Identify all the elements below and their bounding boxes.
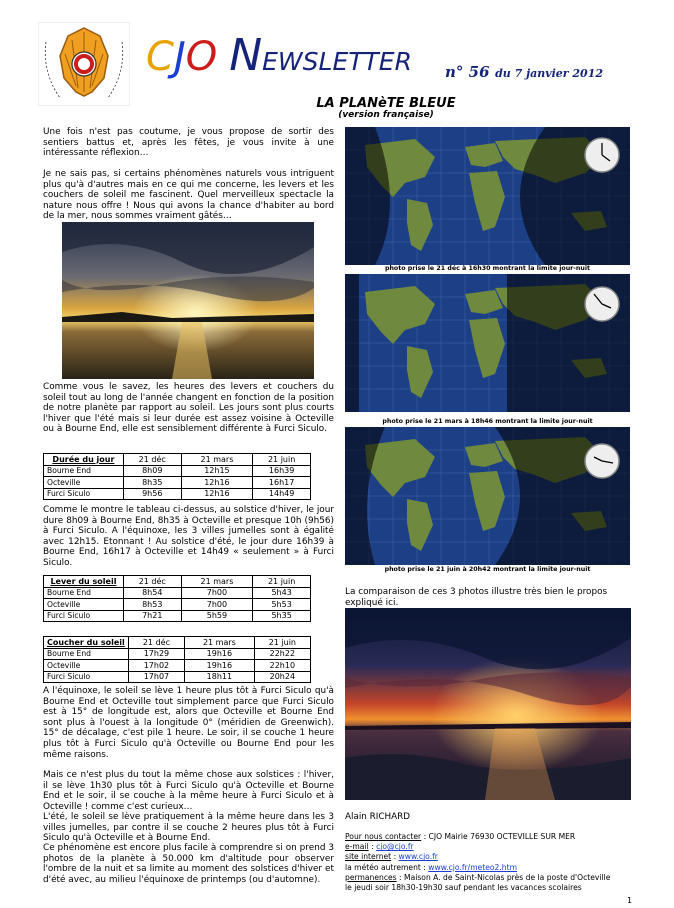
table-title: Coucher du soleil [44, 637, 129, 649]
city-name: Octeville [44, 599, 124, 611]
table-cell: 8h09 [123, 465, 181, 477]
table-cell: 12h16 [181, 477, 253, 489]
table-cell: 19h16 [185, 660, 255, 672]
contact-line [345, 832, 645, 842]
table-cell: 9h56 [123, 488, 181, 500]
city-name: Bourne End [44, 587, 124, 599]
table-cell: 20h24 [254, 671, 310, 683]
contact-address: : CJO Mairie 76930 OCTEVILLE SUR MER [421, 832, 576, 841]
col-header: 21 juin [253, 454, 311, 466]
paragraph-summer: L'été, le soleil se lève pratiquement à la même heure dans les 3 villes jumelles, par contre il se couche 2 heures plus tôt à Furci Siculo qu'à Octeville et à Bourne End. [43, 812, 334, 844]
title-letter-c: C [146, 34, 174, 80]
issue-number: n° 56 [445, 63, 490, 81]
paragraph-intro: Une fois n'est pas coutume, je vous propose de sortir des sentiers battus et, après les fêtes, je vous invite à une intéressante réflexion… [43, 127, 334, 159]
meteo-link[interactable]: www.cjo.fr/meteo2.htm [428, 862, 517, 872]
table-sunrise [43, 575, 311, 622]
table-cell: 12h15 [181, 465, 253, 477]
perm-hours: le jeudi soir 18h30-19h30 sauf pendant les vacances scolaires [345, 883, 582, 893]
perm-line [345, 873, 645, 883]
city-name: Furci Siculo [44, 488, 124, 500]
sunset-photo-1 [62, 222, 314, 379]
table-cell: 8h35 [123, 477, 181, 489]
title-rest: EWSLETTER [262, 47, 412, 76]
table-row [44, 610, 311, 622]
city-name: Furci Siculo [44, 610, 124, 622]
table-cell: 8h54 [123, 587, 181, 599]
cjo-logo [38, 22, 130, 106]
map-caption-december: photo prise le 21 déc à 16h30 montrant la limite jour-nuit [384, 265, 591, 272]
paragraph-photos: Ce phénomène est encore plus facile à comprendre si on prend 3 photos de la planète à 50.000 km d'altitude pour observer l'ombre de la nuit et sa limite au moment des solstices d'hiver et d'été avec, au milieu l'équinoxe de printemps (ou d'automne). [43, 843, 334, 885]
table-title: Durée du jour [44, 454, 124, 466]
world-map-june [345, 427, 630, 565]
title-letter-j: J [173, 34, 186, 80]
sunset-photo-2 [345, 608, 631, 800]
table-cell: 5h53 [253, 599, 311, 611]
col-header: 21 juin [254, 637, 310, 649]
table-cell: 5h43 [253, 587, 311, 599]
table-row [44, 671, 311, 683]
email-link[interactable]: cjo@cjo.fr [376, 842, 414, 852]
city-name: Furci Siculo [44, 671, 129, 683]
table-row [44, 465, 311, 477]
table-cell: 14h49 [253, 488, 311, 500]
issue-line [445, 62, 603, 81]
paragraph-fascination: Je ne sais pas, si certains phénomènes naturels vous intriguent plus qu'à d'autres mais en ce qui me concerne, les levers et les couchers de soleil me fascinent. Quel merveilleux spectacle la nature nous offre ! Nous qui avons la chance d'habiter au bord de la mer, nous sommes vraiment gâtés… [43, 169, 334, 222]
table-cell: 22h10 [254, 660, 310, 672]
city-name: Octeville [44, 660, 129, 672]
table-cell: 17h07 [128, 671, 184, 683]
world-map-december [345, 127, 630, 265]
table-header-row [44, 576, 311, 588]
col-header: 21 mars [181, 576, 253, 588]
email-line: e-mail : cjo@cjo.fr [345, 842, 414, 852]
table-cell: 5h35 [253, 610, 311, 622]
contact-block [345, 832, 645, 893]
meteo-line [345, 863, 645, 873]
paragraph-seasons: Comme vous le savez, les heures des levers et couchers du soleil tout au long de l'année changent en fonction de la position de notre planète par rapport au soleil. Les jours sont plus courts l'hiver que l'été mais si leur durée est assez voisine à Octeville ou à Bourne End, elle est sensiblement différente à Furci Siculo. [43, 382, 334, 435]
col-header: 21 mars [181, 454, 253, 466]
table-row [44, 587, 311, 599]
col-header: 21 juin [253, 576, 311, 588]
table-row [44, 477, 311, 489]
site-link[interactable]: www.cjo.fr [398, 852, 438, 862]
table-cell: 16h17 [253, 477, 311, 489]
email-label: e-mail [345, 842, 369, 852]
contact-label: Pour nous contacter [345, 832, 422, 841]
table-row [44, 648, 311, 660]
table-title: Lever du soleil [44, 576, 124, 588]
table-header-row [44, 637, 311, 649]
table-cell: 18h11 [185, 671, 255, 683]
perm-place: : Maison A. de Saint-Nicolas près de la poste d'Octeville [396, 872, 611, 882]
meteo-label: la météo autrement : [345, 862, 429, 872]
table-row [44, 599, 311, 611]
table-cell: 17h29 [128, 648, 184, 660]
city-name: Bourne End [44, 465, 124, 477]
table-day-length [43, 453, 311, 500]
table-cell: 7h00 [181, 587, 253, 599]
table-cell: 8h53 [123, 599, 181, 611]
paragraph-table-explain: Comme le montre le tableau ci-dessus, au solstice d'hiver, le jour dure 8h09 à Bourne End, 8h35 à Octeville et presque 10h (9h56) à Furci Siculo. A l'équinoxe, les 3 villes jumelles sont à égalité avec 12h15. Etonnant ! Au solstice d'été, le jour dure 16h39 à Bourne End, 16h17 à Octeville et 14h49 « seulement » à Furci Siculo. [43, 505, 334, 568]
col-header: 21 déc [128, 637, 184, 649]
title-letter-o: O [185, 34, 218, 80]
table-cell: 7h21 [123, 610, 181, 622]
table-cell: 22h22 [254, 648, 310, 660]
table-row [44, 488, 311, 500]
table-cell: 19h16 [185, 648, 255, 660]
table-cell: 16h39 [253, 465, 311, 477]
table-cell: 7h00 [181, 599, 253, 611]
map-caption-june: photo prise le 21 juin à 20h42 montrant la limite jour-nuit [384, 566, 591, 573]
paragraph-equinox: A l'équinoxe, le soleil se lève 1 heure plus tôt à Furci Siculo qu'à Bourne End et Octeville tout simplement parce que Furci Siculo est à 15° de longitude est, alors que Octeville et Bourne End sont plus à l'ouest à la longitude 0° (méridien de Greenwich). 15° de décalage, c'est pile 1 heure. Le soir, il se couche 1 heure plus tôt à Furci Siculo qu'à Octeville ou Bourne End pour les même raisons. [43, 686, 334, 760]
city-name: Octeville [44, 477, 124, 489]
issue-date: du 7 janvier 2012 [495, 67, 604, 80]
paragraph-comparison: La comparaison de ces 3 photos illustre très bien le propos expliqué ici. [345, 587, 608, 608]
world-map-march [345, 274, 630, 412]
site-line: site internet : www.cjo.fr [345, 852, 438, 862]
paragraph-solstice: Mais ce n'est plus du tout la même chose aux solstices : l'hiver, il se lève 1h30 plus tôt à Furci Siculo qu'à Octeville et Bourne End et le soir, il se couche à la même heure à Furci Siculo et à Octeville ! comme c'est curieux… [43, 770, 334, 812]
table-cell: 12h16 [181, 488, 253, 500]
signature: Alain RICHARD [345, 812, 411, 822]
site-label: site internet [345, 852, 392, 862]
article-subtitle: (version française) [338, 110, 434, 120]
city-name: Bourne End [44, 648, 129, 660]
table-header-row [44, 454, 311, 466]
col-header: 21 déc [123, 576, 181, 588]
title-letter-n: N [229, 30, 263, 81]
perm-label: permanences [345, 872, 397, 882]
table-cell: 5h59 [181, 610, 253, 622]
table-cell: 17h02 [128, 660, 184, 672]
page-number: 1 [627, 896, 633, 905]
col-header: 21 mars [185, 637, 255, 649]
map-caption-march: photo prise le 21 mars à 18h46 montrant la limite jour-nuit [382, 418, 593, 425]
table-row [44, 660, 311, 672]
table-sunset [43, 636, 311, 683]
article-title: LA PLANèTE BLEUE [316, 96, 456, 111]
col-header: 21 déc [123, 454, 181, 466]
